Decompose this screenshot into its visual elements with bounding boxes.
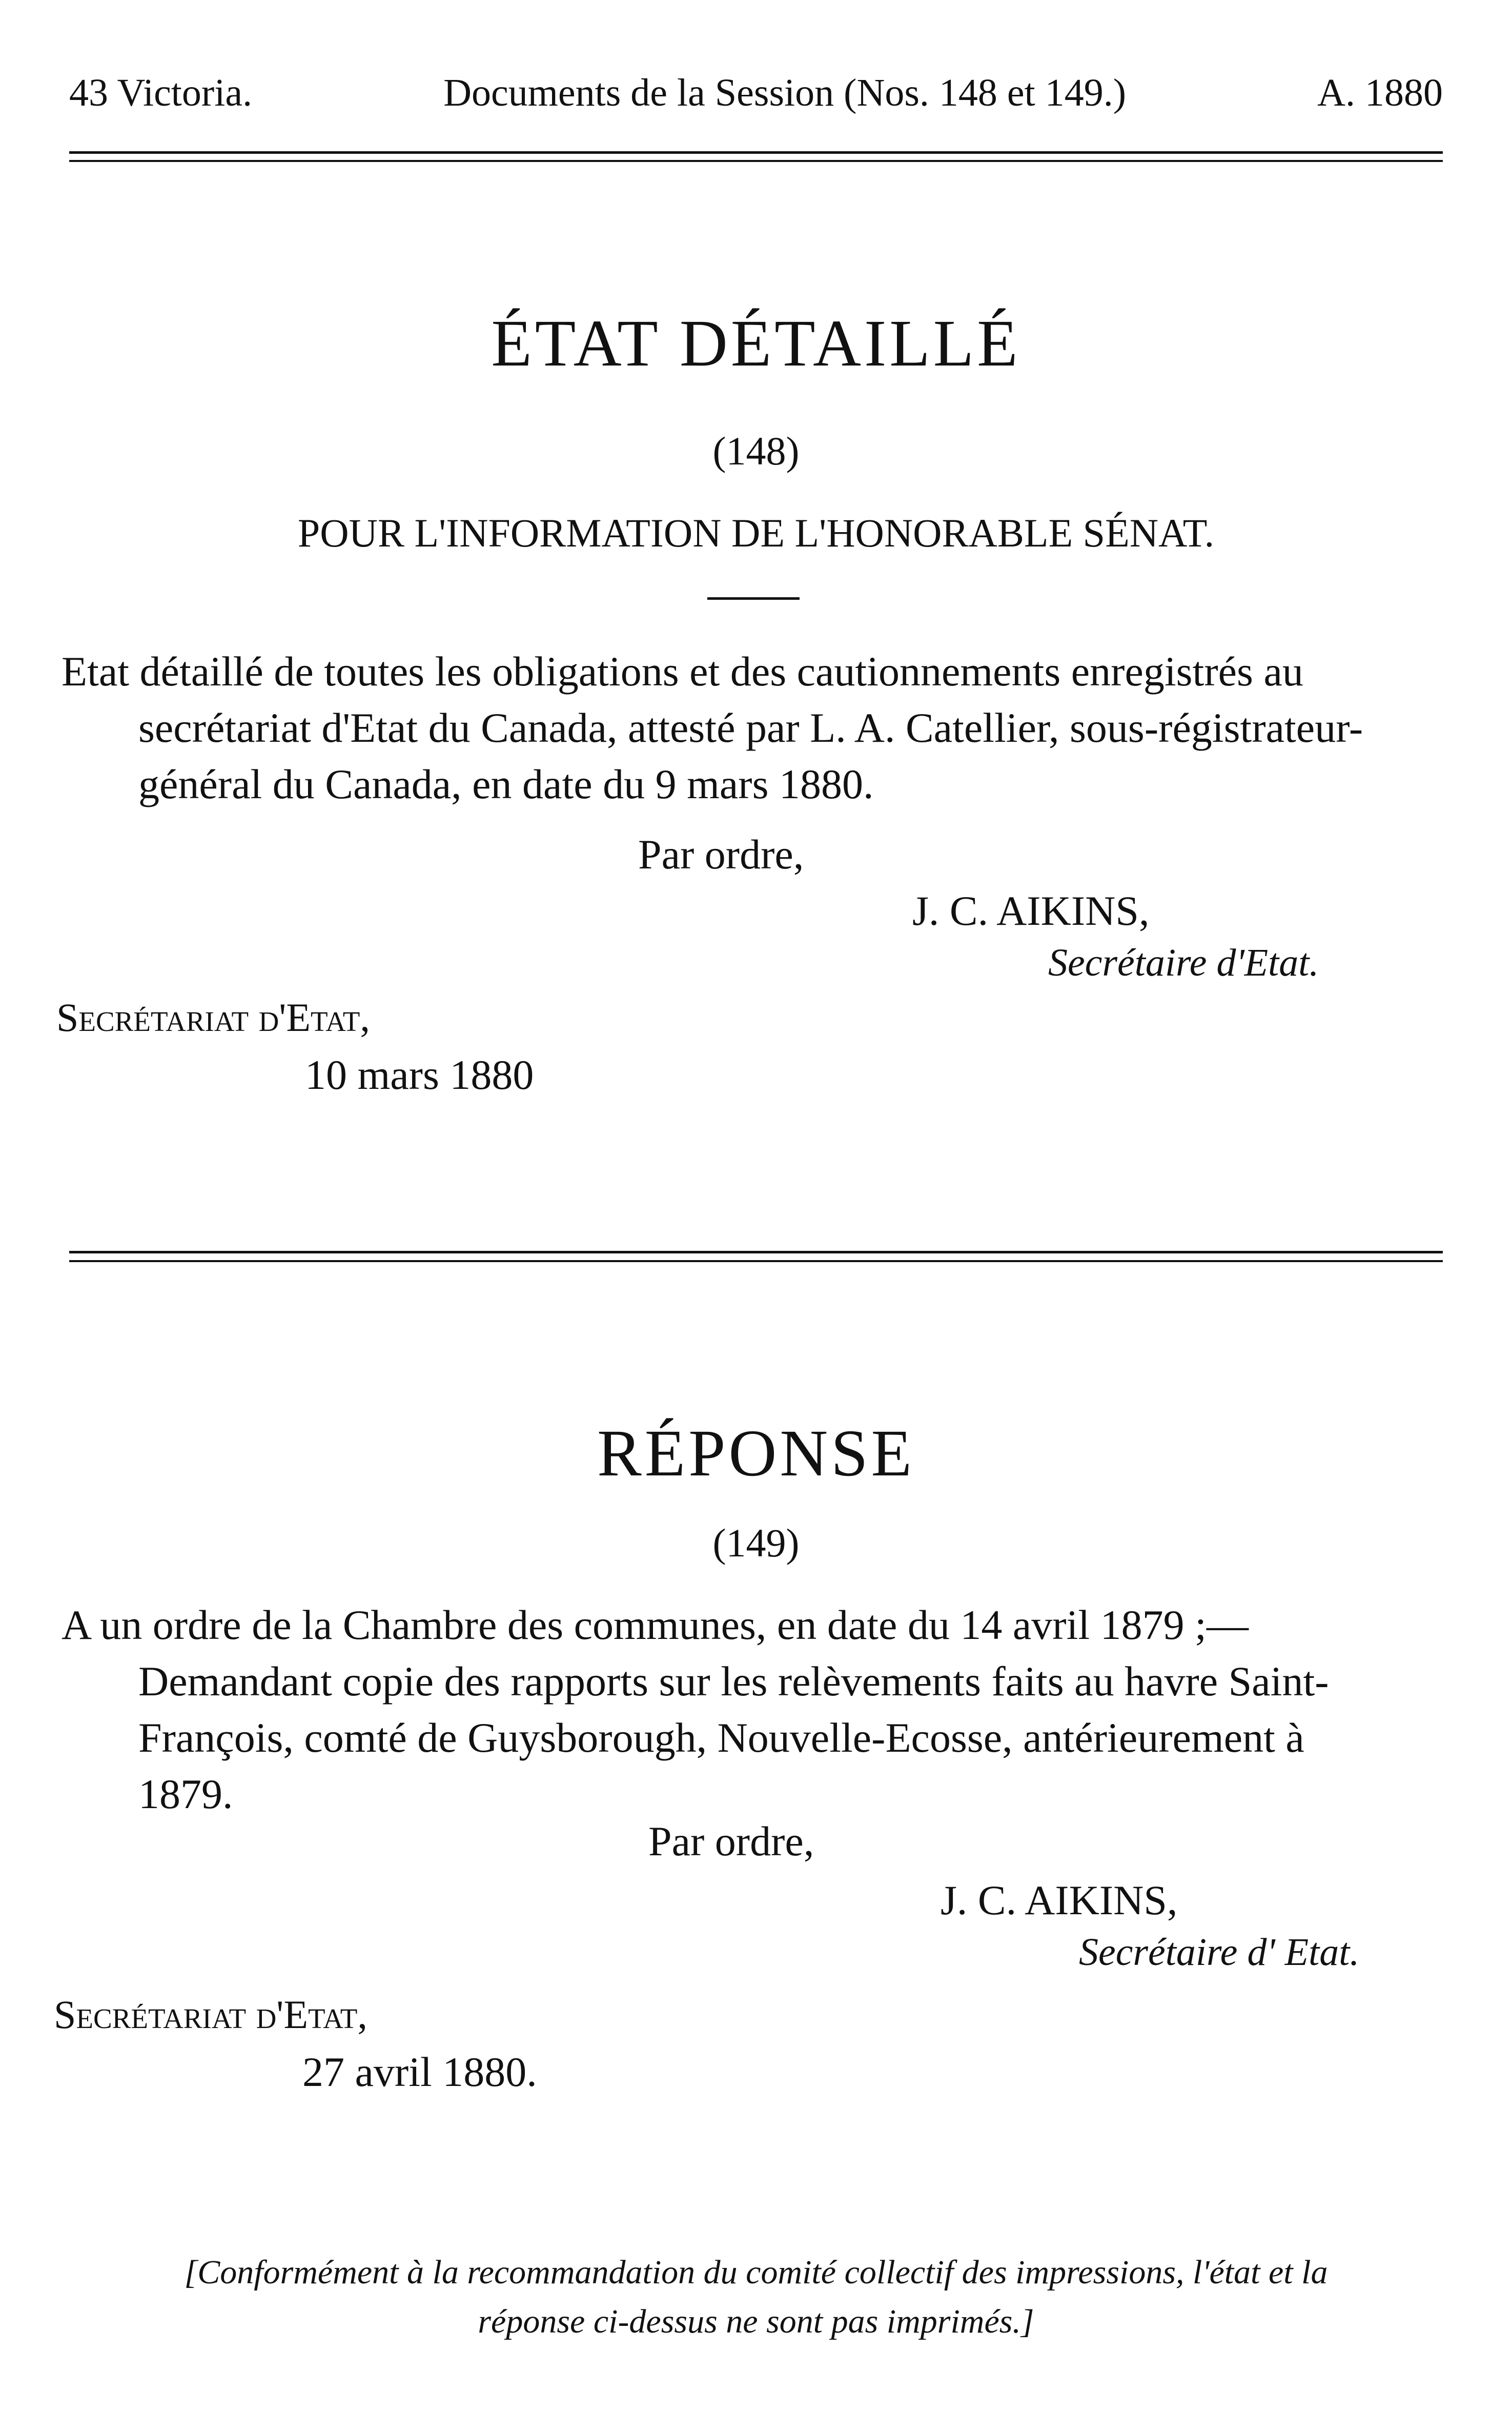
header-rule-bottom (69, 160, 1443, 162)
section1-paragraph-line: Etat détaillé de toutes les obligations et des cautionnements enregistrés au (62, 648, 1303, 695)
section1-dash (707, 597, 800, 600)
footnote-line: réponse ci-dessus ne sont pas imprimés.] (478, 2303, 1034, 2340)
section2-signer-title: Secrétaire d' Etat. (1079, 1931, 1360, 1974)
section1-signer: J. C. AIKINS, (912, 887, 1150, 934)
section2-par-ordre: Par ordre, (648, 1818, 814, 1864)
section2-paragraph (62, 1597, 1440, 1822)
section1-paragraph-line: général du Canada, en date du 9 mars 1880. (138, 761, 874, 807)
section1-paragraph (62, 643, 1440, 813)
section2-paragraph-line: A un ordre de la Chambre des communes, en date du 14 avril 1879 ;— (62, 1602, 1249, 1648)
section-divider-bottom (69, 1260, 1443, 1262)
header-document-title: Documents de la Session (Nos. 148 et 149.) (443, 71, 1127, 114)
section2-paragraph-line: Demandant copie des rapports sur les relèvements faits au havre Saint- (138, 1658, 1329, 1705)
header-year: A. 1880 (1317, 71, 1443, 114)
section2-date: 27 avril 1880. (302, 2049, 537, 2095)
section-divider-top (69, 1251, 1443, 1253)
section2-office: Secrétariat d'Etat, (54, 1992, 367, 2037)
footnote (0, 2248, 1512, 2346)
section2-number: (149) (712, 1521, 800, 1565)
section1-paragraph-line: secrétariat d'Etat du Canada, attesté par L. A. Catellier, sous-régistrateur- (138, 704, 1363, 751)
section1-number: (148) (712, 429, 800, 473)
header-volume: 43 Victoria. (69, 71, 253, 114)
section2-signer: J. C. AIKINS, (941, 1877, 1178, 1923)
header-rule-top (69, 151, 1443, 154)
section1-office: Secrétariat d'Etat, (56, 995, 370, 1040)
section1-signer-title: Secrétaire d'Etat. (1048, 941, 1319, 984)
footnote-line: [Conformément à la recommandation du comité collectif des impressions, l'état et la (184, 2254, 1328, 2291)
section1-subtitle: POUR L'INFORMATION DE L'HONORABLE SÉNAT. (297, 511, 1215, 555)
section2-paragraph-line: François, comté de Guysborough, Nouvelle-Ecosse, antérieurement à (138, 1714, 1304, 1761)
running-header (69, 71, 1443, 115)
section2-paragraph-line: 1879. (138, 1771, 233, 1817)
section1-par-ordre: Par ordre, (638, 831, 804, 878)
section1-date: 10 mars 1880 (305, 1051, 534, 1098)
section2-title: RÉPONSE (597, 1416, 915, 1490)
section1-title: ÉTAT DÉTAILLÉ (491, 307, 1021, 380)
